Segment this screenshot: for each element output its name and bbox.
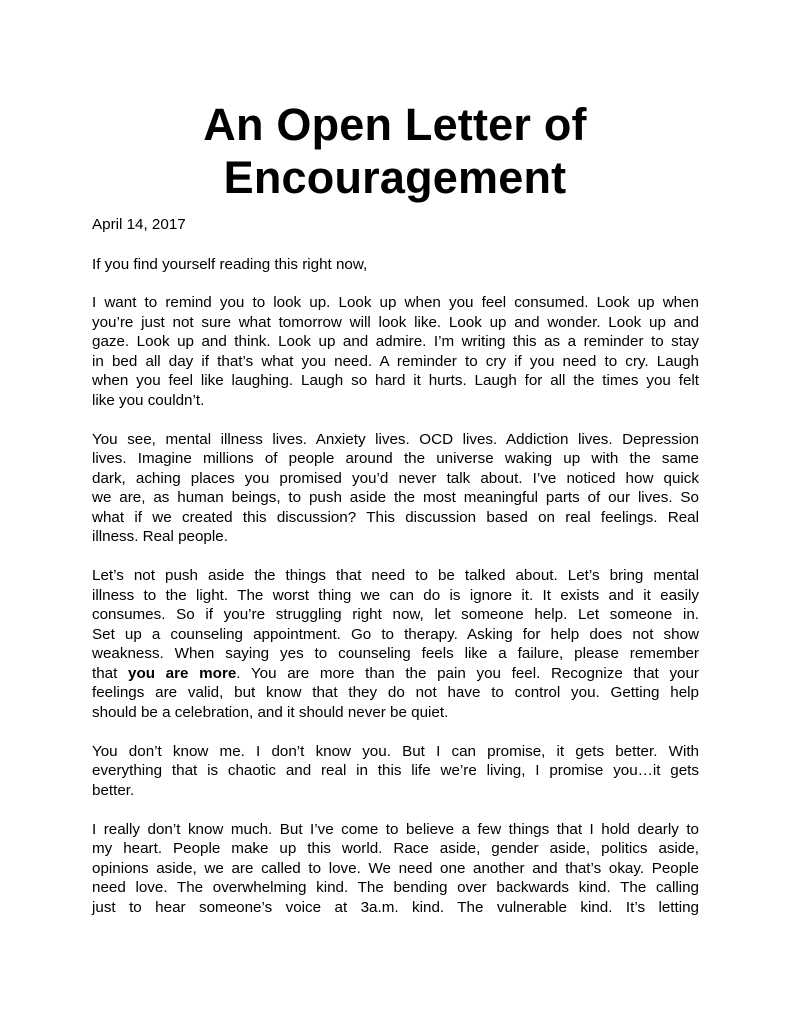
paragraph-line: Let’s not push aside the things that need to be talked about. Let’s bring mental (92, 567, 699, 584)
title-line-1: An Open Letter of (203, 99, 587, 150)
paragraph-line: dark, aching places you promised you’d never talk about. I’ve noticed how quick (92, 469, 699, 487)
paragraph-it-gets-better (92, 742, 699, 801)
paragraph-line: should be a celebration, and it should never be quiet. (92, 703, 449, 721)
paragraph-line: You don’t know me. I don’t know you. But I can promise, it gets better. With (92, 742, 699, 760)
paragraph-look-up (92, 293, 699, 410)
paragraph-line: I really don’t know much. But I’ve come to believe a few things that I hold dearly to (92, 820, 699, 838)
paragraph-line: gaze. Look up and think. Look up and admire. I’m writing this as a reminder to stay (92, 333, 699, 350)
emphasis-you-are-more: you are more (128, 664, 237, 682)
emphasis-after: . You are more than the pain you feel. Recognize that your (236, 664, 699, 682)
paragraph-line: everything that is chaotic and real in this life we’re living, I promise you…it gets (92, 762, 699, 779)
paragraph-line: illness to the light. The worst thing we can do is ignore it. It exists and it easily (92, 586, 699, 604)
paragraph-line: You see, mental illness lives. Anxiety lives. OCD lives. Addiction lives. Depression (92, 430, 699, 448)
letter-greeting: If you find yourself reading this right now, (92, 255, 368, 273)
paragraph-line: illness. Real people. (92, 528, 228, 545)
document-title (0, 98, 790, 204)
paragraph-line: better. (92, 781, 135, 799)
paragraph-line: when you feel like laughing. Laugh so hard it hurts. Laugh for all the times you felt (92, 372, 699, 389)
paragraph-line: my heart. People make up this world. Race aside, gender aside, politics aside, (92, 840, 699, 857)
paragraph-line: I want to remind you to look up. Look up when you feel consumed. Look up when (92, 294, 699, 311)
paragraph-called-to-love (92, 820, 699, 918)
title-line-2: Encouragement (223, 152, 567, 203)
emphasis-before: that (92, 664, 129, 682)
paragraph-bring-to-light (92, 566, 699, 722)
paragraph-line: weakness. When saying yes to counseling feels like a failure, please remember (92, 645, 699, 662)
paragraph-line: consumes. So if you’re struggling right now, let someone help. Let someone in. (92, 606, 699, 623)
paragraph-line: need love. The overwhelming kind. The bending over backwards kind. The calling (92, 879, 699, 896)
paragraph-line: like you couldn’t. (92, 391, 205, 409)
paragraph-line-emphasis (92, 664, 699, 684)
letter-body (92, 215, 699, 937)
paragraph-line: feelings are valid, but know that they do not have to control you. Getting help (92, 684, 699, 701)
paragraph-line: just to hear someone’s voice at 3a.m. kind. The vulnerable kind. It’s letting (92, 898, 699, 916)
paragraph-line: what if we created this discussion? This discussion based on real feelings. Real (92, 508, 699, 526)
paragraph-line: lives. Imagine millions of people around the universe waking up with the same (92, 450, 699, 467)
letter-date: April 14, 2017 (92, 216, 186, 233)
paragraph-line: Set up a counseling appointment. Go to therapy. Asking for help does not show (92, 625, 699, 643)
paragraph-mental-illness-lives (92, 430, 699, 547)
paragraph-line: opinions aside, we are called to love. We need one another and that’s okay. People (92, 859, 699, 877)
paragraph-line: in bed all day if that’s what you need. A reminder to cry if you need to cry. Laugh (92, 352, 699, 370)
paragraph-line: we are, as human beings, to push aside the most meaningful parts of our lives. So (92, 489, 699, 506)
paragraph-line: you’re just not sure what tomorrow will look like. Look up and wonder. Look up and (92, 313, 699, 331)
